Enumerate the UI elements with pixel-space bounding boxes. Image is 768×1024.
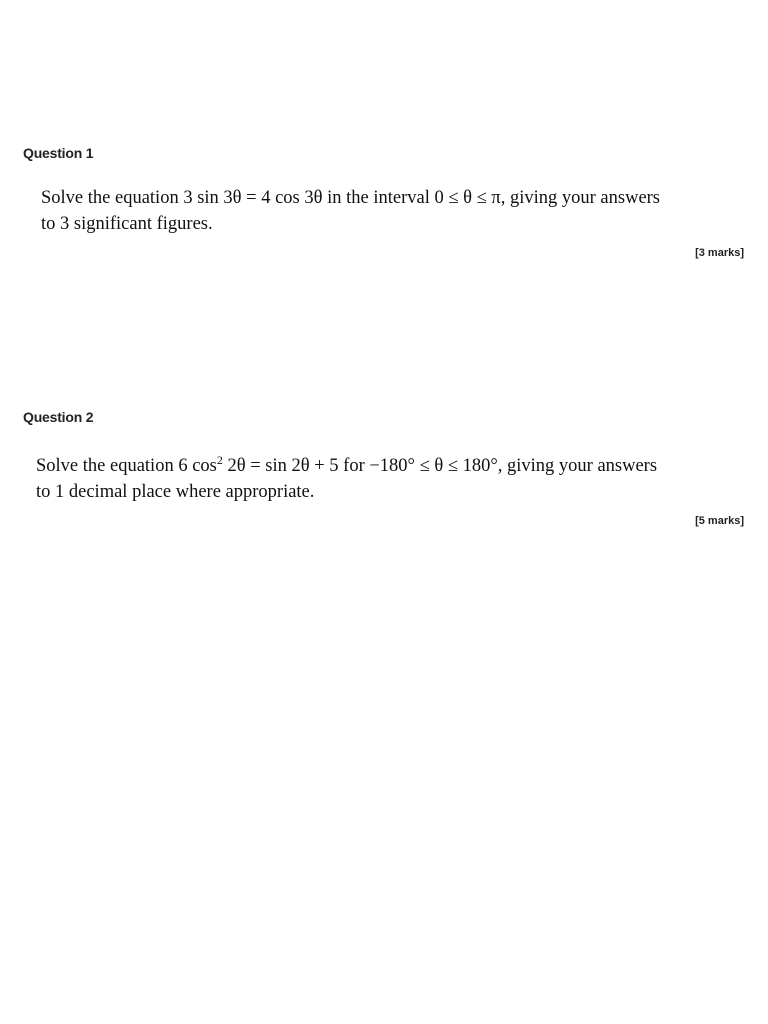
question-1-marks: [3 marks] <box>695 247 744 259</box>
question-1-text-line-2: to 3 significant figures. <box>41 214 213 234</box>
question-2-superscript: 2 <box>216 453 223 467</box>
question-2-text-line-1-part-1: Solve the equation 6 cos <box>36 456 217 477</box>
question-2-text-line-1 <box>36 447 657 479</box>
question-2-text-line-1-part-2: 2θ = sin 2θ + 5 for −180° ≤ θ ≤ 180°, giving your answers <box>222 456 658 477</box>
question-1-text <box>41 185 660 237</box>
question-2-heading: Question 2 <box>23 409 94 425</box>
question-1-heading: Question 1 <box>23 145 94 161</box>
question-2-marks: [5 marks] <box>695 515 744 527</box>
question-1-text-line-1: Solve the equation 3 sin 3θ = 4 cos 3θ in the interval 0 ≤ θ ≤ π, giving your answers <box>41 188 661 208</box>
question-2-text <box>36 447 657 505</box>
question-2-text-line-2: to 1 decimal place where appropriate. <box>36 482 315 503</box>
